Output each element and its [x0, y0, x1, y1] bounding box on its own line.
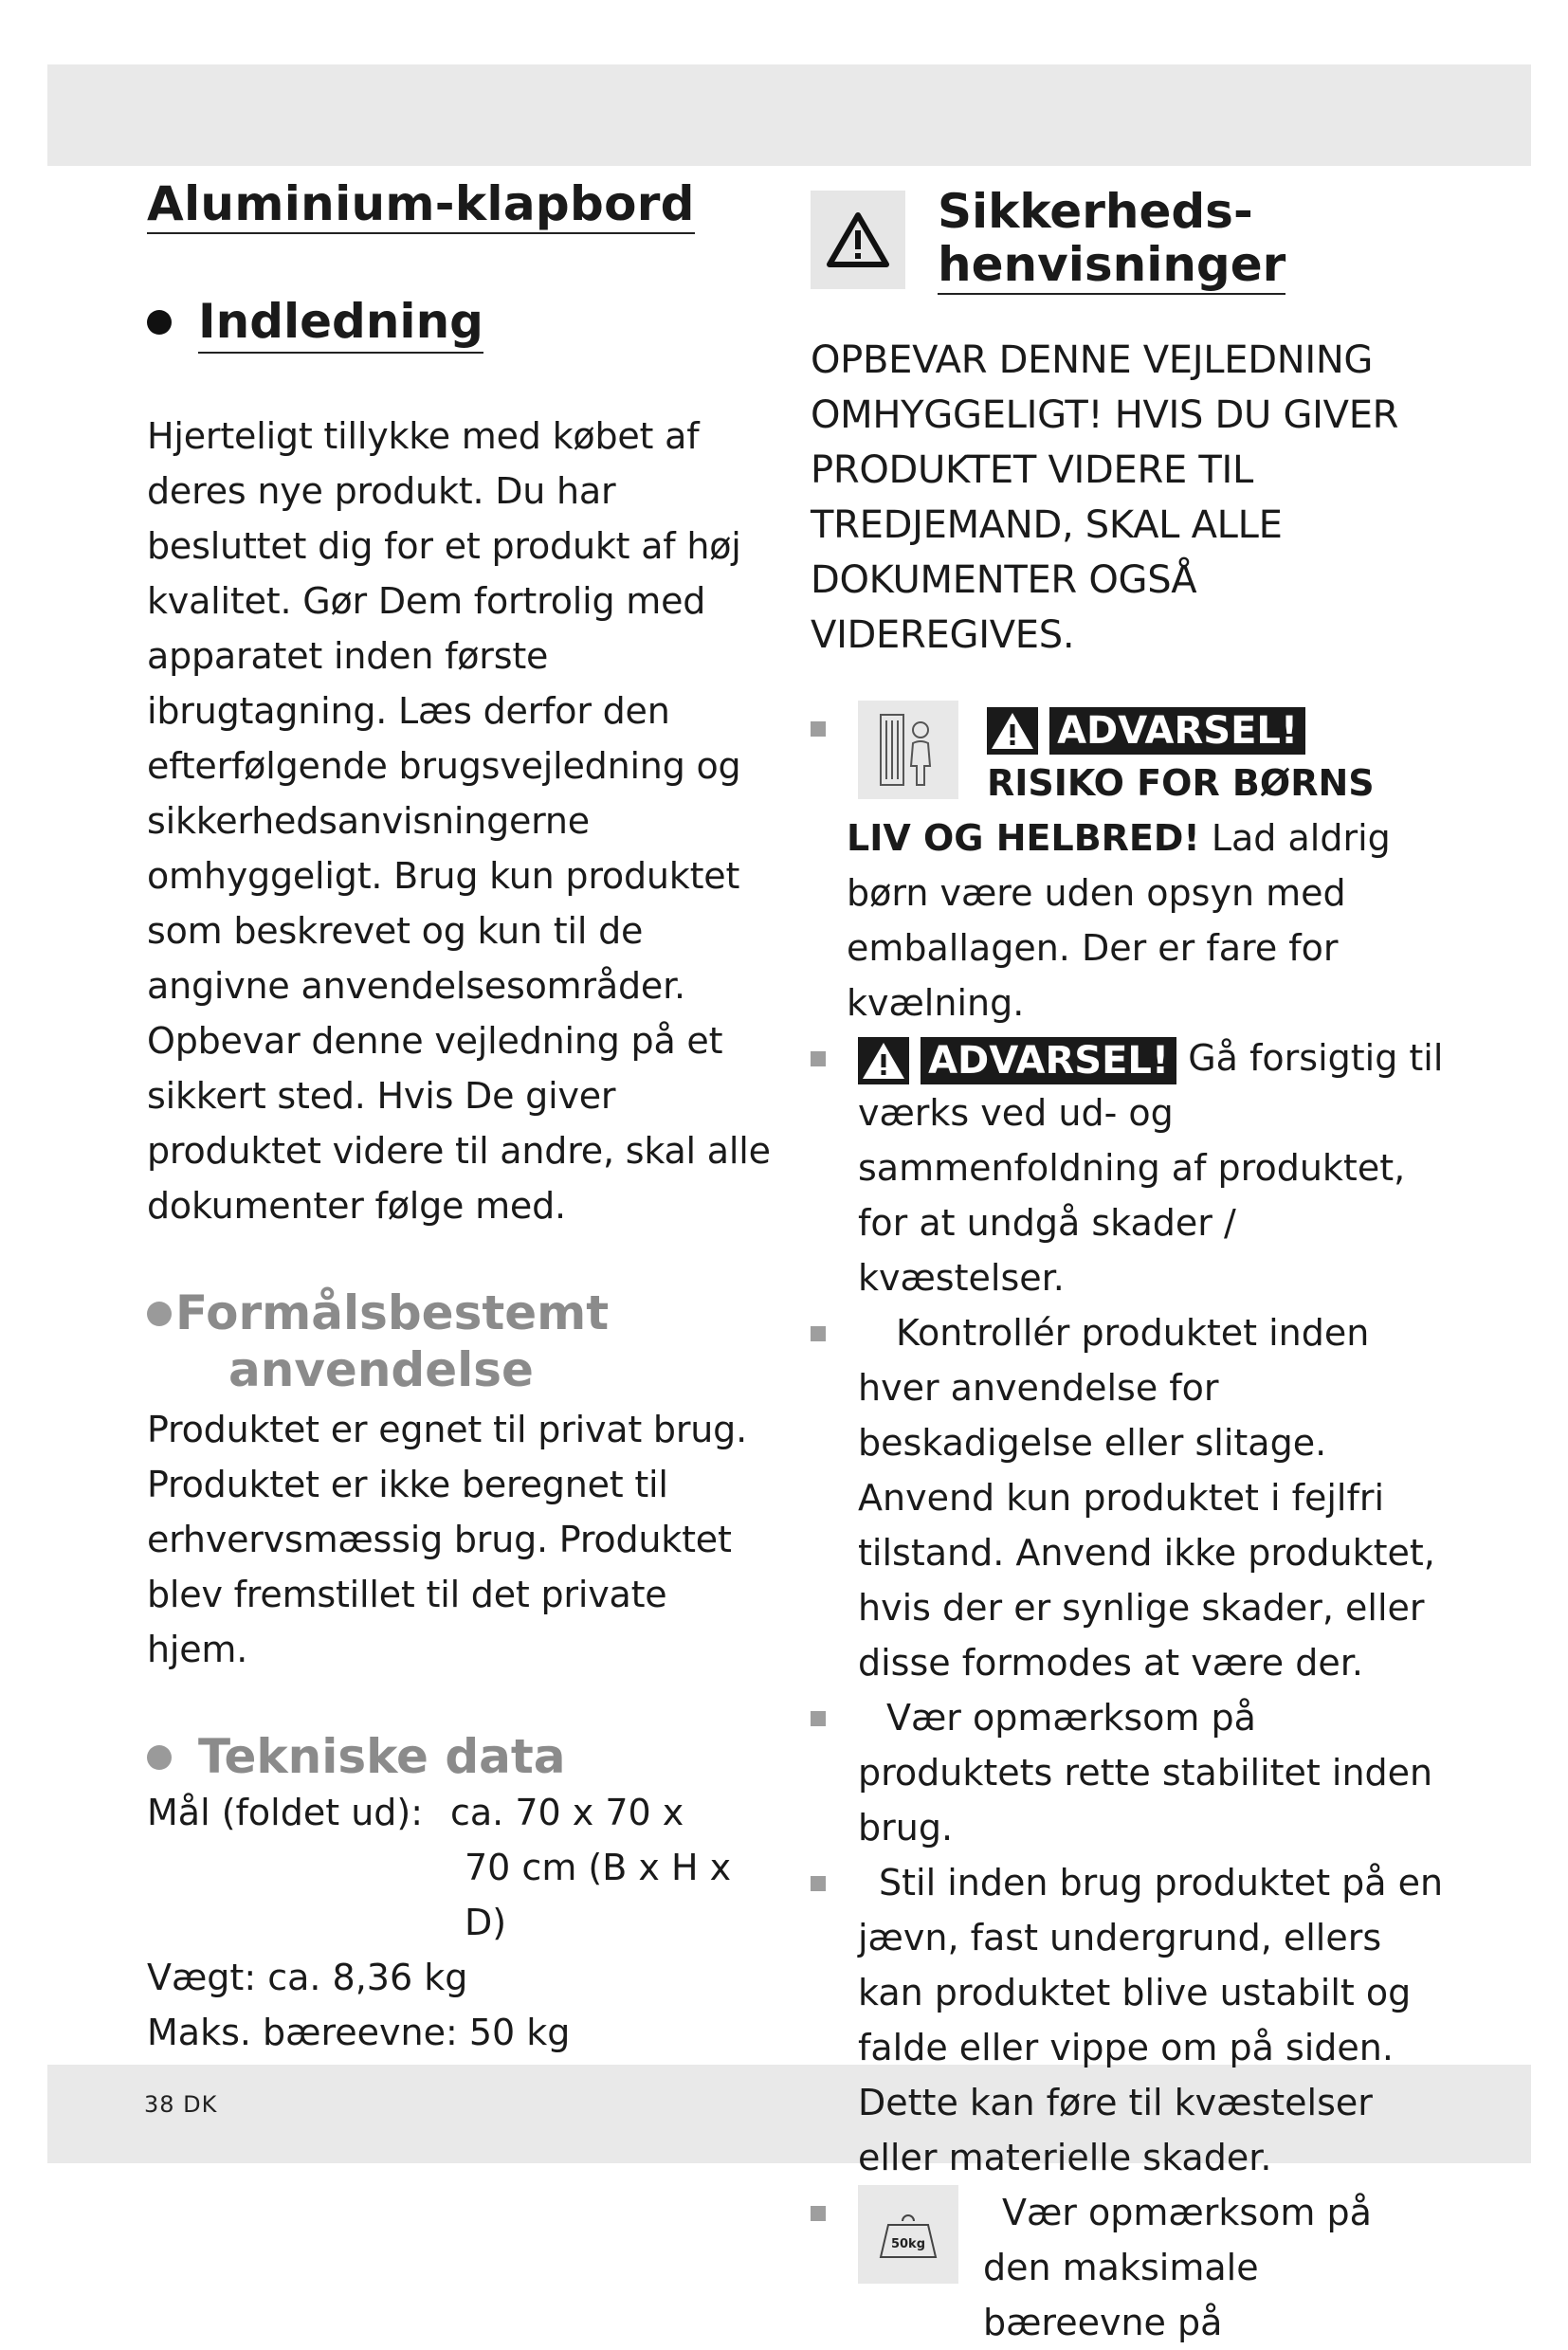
warning-label: ADVARSEL! [1049, 707, 1305, 755]
list-item: ADVARSEL! Gå forsigtig til værks ved ud- og sammenfoldning af produktet, for at undgå skader / kvæstelser. [811, 1030, 1446, 1305]
svg-text:50kg: 50kg [890, 2237, 926, 2251]
safety-heading [811, 185, 1446, 295]
intended-use-text: Produktet er egnet til privat brug. Produktet er ikke beregnet til erhvervsmæssig brug. Produktet blev fremstillet til det private hjem. [147, 1409, 747, 1670]
left-column [147, 178, 773, 2060]
weight-50kg-icon [858, 2185, 958, 2284]
header-band [47, 64, 1531, 166]
page-number: 38 DK [144, 2091, 218, 2118]
square-bullet-icon [811, 1051, 826, 1066]
list-item: 50kg Vær opmærksom på den maksimale bæreevne på [811, 2185, 1446, 2350]
list-item: ADVARSEL! RISIKO FOR BØRNS LIV OG HELBRED! Lad aldrig børn være uden opsyn med emballagen. Der er fare for kvælning. [811, 701, 1446, 1030]
warning-triangle-icon [858, 1037, 909, 1084]
right-column [811, 185, 1446, 2350]
tech-weight: Vægt: ca. 8,36 kg [147, 1957, 468, 1998]
intended-use-heading: Formålsbestemt anvendelse [147, 1284, 773, 1398]
caps-notice: OPBEVAR DENNE VEJLEDNING OMHYGGELIGT! HVIS DU GIVER PRODUKTET VIDERE TIL TREDJEMAND, SKAL ALLE DOKUMENTER OGSÅ VIDEREGIVES. [811, 338, 1399, 657]
child-warning-icon [858, 701, 958, 799]
safety-title-line2: henvisninger [938, 238, 1285, 295]
square-bullet-icon [811, 2206, 826, 2221]
warning-label: ADVARSEL! [921, 1037, 1176, 1084]
tech-load: Maks. bæreevne: 50 kg [147, 2012, 571, 2053]
tech-data-heading: Tekniske data [147, 1728, 773, 1785]
safety-title-line1: Sikkerheds- [938, 184, 1253, 239]
list-item: Kontrollér produktet inden hver anvendelse for beskadigelse eller slitage. Anvend kun produktet i fejlfri tilstand. Anvend ikke produktet, hvis der er synlige skader, eller disse formodes at være der. [811, 1305, 1446, 1690]
bullet-dot-icon [147, 1302, 172, 1326]
warning-triangle-icon [811, 191, 905, 289]
intro-text: Hjerteligt tillykke med købet af deres nye produkt. Du har besluttet dig for et produkt af høj kvalitet. Gør Dem fortrolig med apparatet inden første ibrugtagning. Læs derfor den efterfølgende brugsvejledning og sikkerhedsanvisningerne omhyggeligt. Brug kun produktet som beskrevet og kun til de angivne anvendelsesområder. Opbevar denne vejledning på et sikkert sted. Hvis De giver produktet videre til andre, skal alle dokumenter følge med. [147, 415, 771, 1227]
square-bullet-icon [811, 1876, 826, 1891]
square-bullet-icon [811, 1326, 826, 1341]
tech-dimensions: Mål (foldet ud): ca. 70 x 70 x 70 cm (B x H x D) [147, 1792, 732, 1943]
list-item: Stil inden brug produktet på en jævn, fast undergrund, ellers kan produktet blive ustabilt og falde eller vippe om på siden. Dette kan føre til kvæstelser eller materielle skader. [811, 1855, 1446, 2185]
warning-triangle-icon [987, 707, 1038, 755]
square-bullet-icon [811, 721, 826, 737]
safety-list [811, 701, 1446, 2350]
child-risk-heading: RISIKO FOR BØRNS [987, 762, 1375, 804]
square-bullet-icon [811, 1711, 826, 1726]
list-item: Vær opmærksom på produktets rette stabilitet inden brug. [811, 1690, 1446, 1855]
document-title: Aluminium-klapbord [147, 178, 695, 234]
intro-heading: Indledning [147, 293, 773, 354]
bullet-dot-icon [147, 310, 172, 335]
bullet-dot-icon [147, 1745, 172, 1770]
